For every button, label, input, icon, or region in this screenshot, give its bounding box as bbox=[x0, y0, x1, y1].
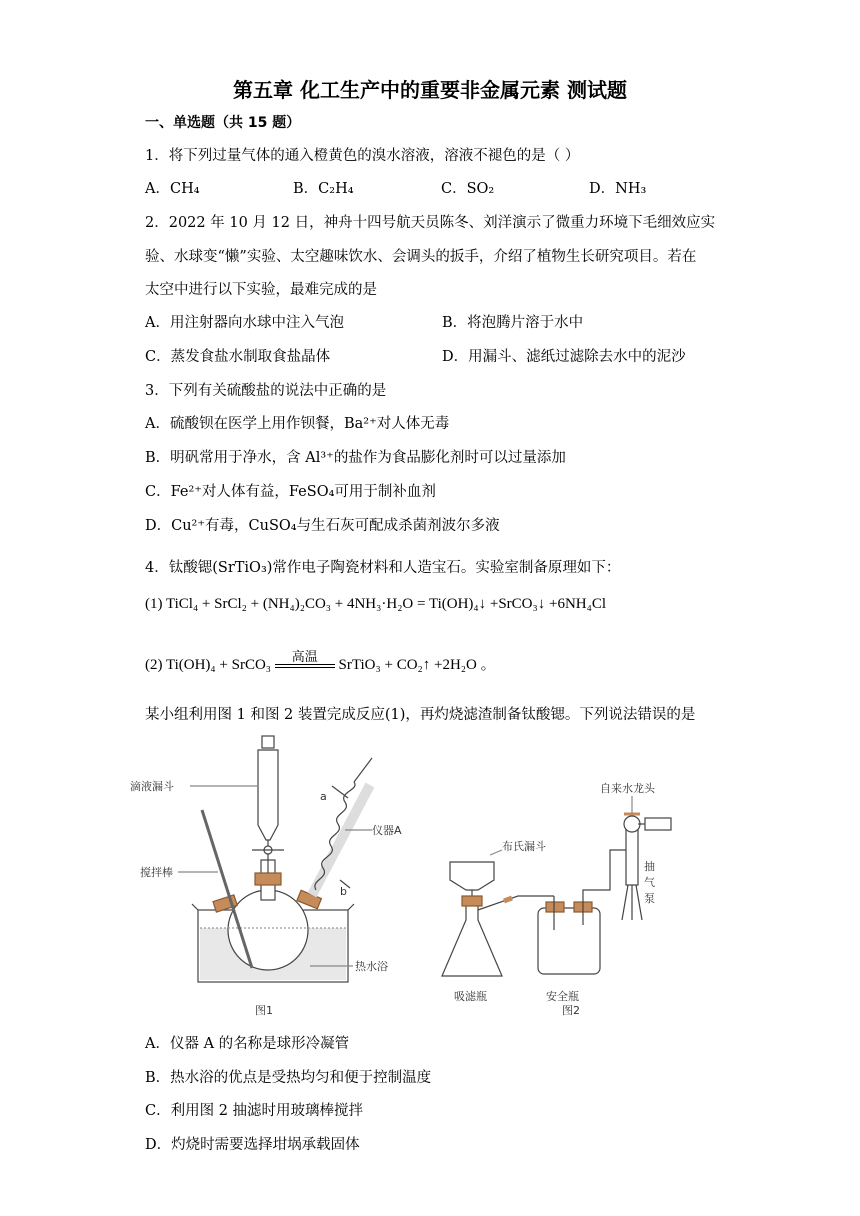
label-instrument-a: 仪器A bbox=[372, 824, 402, 837]
q3-option-a[interactable]: A．硫酸钡在医学上用作钡餐，Ba²⁺对人体无毒 bbox=[145, 416, 450, 432]
q2-option-a[interactable]: A．用注射器向水球中注入气泡 bbox=[145, 315, 344, 331]
q4-option-b[interactable]: B．热水浴的优点是受热均匀和便于控制温度 bbox=[145, 1070, 432, 1086]
label-buchner-funnel: 布氏漏斗 bbox=[502, 840, 546, 853]
label-b: b bbox=[340, 885, 347, 898]
buchner-funnel bbox=[450, 862, 494, 890]
q4-option-c[interactable]: C．利用图 2 抽滤时用玻璃棒搅拌 bbox=[145, 1103, 364, 1119]
apparatus-figures bbox=[130, 730, 700, 1020]
equation-2-condition: 高温 bbox=[291, 649, 318, 664]
safety-bottle bbox=[538, 908, 600, 974]
label-pump-3: 泵 bbox=[644, 892, 655, 905]
label-suction-flask: 吸滤瓶 bbox=[454, 990, 487, 1003]
question-2-line-1: 2．2022 年 10 月 12 日，神舟十四号航天员陈冬、刘洋演示了微重力环境下毛细效应实 bbox=[145, 215, 716, 231]
label-dropping-funnel: 滴液漏斗 bbox=[130, 780, 174, 793]
question-4-stem: 4．钛酸锶(SrTiO₃)常作电子陶瓷材料和人造宝石。实验室制备原理如下： bbox=[145, 560, 621, 576]
stopper-center bbox=[255, 873, 281, 885]
question-4-stem-2: 某小组利用图 1 和图 2 装置完成反应(1)，再灼烧滤渣制备钛酸锶。下列说法错误的是 bbox=[145, 707, 696, 723]
q4-option-d[interactable]: D．灼烧时需要选择坩埚承载固体 bbox=[145, 1137, 360, 1153]
q1-option-b[interactable]: B．C₂H₄ bbox=[293, 181, 354, 197]
label-a: a bbox=[320, 790, 327, 803]
question-1-stem: 1．将下列过量气体的通入橙黄色的溴水溶液，溶液不褪色的是（ ） bbox=[145, 148, 580, 164]
figure-2 bbox=[442, 781, 671, 1017]
q3-option-c[interactable]: C．Fe²⁺对人体有益，FeSO₄可用于制补血剂 bbox=[145, 484, 436, 500]
equation-2-arrow bbox=[275, 649, 335, 674]
figure-1-caption: 图1 bbox=[255, 1004, 273, 1017]
q3-option-d[interactable]: D．Cu²⁺有毒，CuSO₄与生石灰可配成杀菌剂波尔多液 bbox=[145, 518, 500, 534]
water-tap bbox=[624, 816, 640, 832]
question-1-options bbox=[145, 177, 707, 198]
q4-option-a[interactable]: A．仪器 A 的名称是球形冷凝管 bbox=[145, 1036, 350, 1052]
q2-option-b[interactable]: B．将泡腾片溶于水中 bbox=[442, 315, 584, 331]
q2-option-d[interactable]: D．用漏斗、滤纸过滤除去水中的泥沙 bbox=[442, 349, 686, 365]
q2-option-c[interactable]: C．蒸发食盐水制取食盐晶体 bbox=[145, 349, 331, 365]
page-title: 第五章 化工生产中的重要非金属元素 测试题 bbox=[233, 78, 627, 102]
suction-flask bbox=[442, 902, 502, 976]
equation-2 bbox=[145, 649, 496, 674]
dropping-funnel bbox=[258, 750, 278, 840]
q1-option-a[interactable]: A．CH₄ bbox=[145, 181, 200, 197]
question-2-line-2: 验、水球变“懒”实验、太空趣味饮水、会调头的扳手，介绍了植物生长研究项目。若在 bbox=[145, 249, 697, 265]
q1-option-d[interactable]: D．NH₃ bbox=[589, 181, 647, 197]
question-2-line-3: 太空中进行以下实验，最难完成的是 bbox=[145, 282, 377, 298]
equation-1: (1) TiCl₄ + SrCl₂ + (NH₄)₂CO₃ + 4NH₃·H₂O = Ti(OH)₄↓ +SrCO₃↓ +6NH₄Cl bbox=[145, 596, 607, 612]
q3-option-b[interactable]: B．明矾常用于净水，含 Al³⁺的盐作为食品膨化剂时可以过量添加 bbox=[145, 450, 566, 466]
funnel-stopper bbox=[262, 736, 274, 748]
section-heading: 一、单选题（共 15 题） bbox=[145, 115, 301, 131]
q1-option-c[interactable]: C．SO₂ bbox=[441, 181, 495, 197]
label-safety-bottle: 安全瓶 bbox=[546, 990, 579, 1003]
equation-2-right: SrTiO₃ + CO₂↑ +2H₂O 。 bbox=[338, 657, 496, 673]
figure-1 bbox=[130, 736, 402, 1017]
label-water-tap: 自来水龙头 bbox=[600, 782, 655, 795]
label-hot-water-bath: 热水浴 bbox=[355, 960, 388, 973]
figure-2-caption: 图2 bbox=[562, 1004, 580, 1017]
question-3-stem: 3．下列有关硫酸盐的说法中正确的是 bbox=[145, 383, 387, 399]
equation-2-left: (2) Ti(OH)₄ + SrCO₃ bbox=[145, 657, 272, 673]
label-pump-1: 抽 bbox=[644, 860, 655, 873]
label-stirring-rod: 搅拌棒 bbox=[140, 866, 173, 879]
label-pump-2: 气 bbox=[644, 876, 655, 889]
